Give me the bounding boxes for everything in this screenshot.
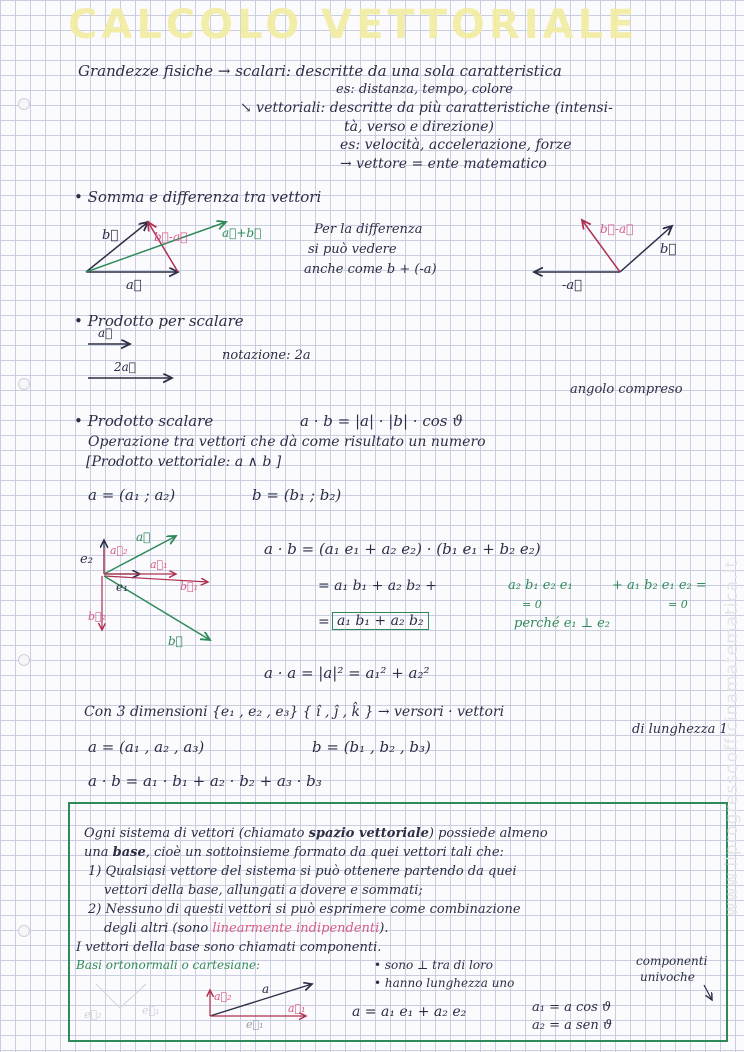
difference-note-2: si può vedere	[308, 242, 397, 257]
calc-zero-2: = 0	[668, 598, 688, 611]
grandezze-line-6: → vettore = ente matematico	[340, 156, 547, 172]
base-a1: a⃗₁	[288, 1002, 306, 1015]
scalar-label-a: a⃗	[98, 326, 113, 340]
scalare-line-1: Operazione tra vettori che dà come risultato un numero	[88, 434, 486, 450]
scalar-label-2a: 2a⃗	[114, 360, 136, 374]
calc-perche: perché e₁ ⊥ e₂	[514, 616, 611, 631]
base-formula: a = a₁ e₁ + a₂ e₂	[352, 1004, 467, 1020]
calc-zero-1: = 0	[522, 598, 542, 611]
grandezze-line-5: es: velocità, accelerazione, forze	[340, 137, 572, 153]
univoche-label: univoche	[640, 970, 695, 984]
box-line-9: • hanno lunghezza uno	[374, 976, 515, 990]
tre-dim-product: a · b = a₁ · b₁ + a₂ · b₂ + a₃ · b₃	[88, 772, 322, 790]
box-line-3: 1) Qualsiasi vettore del sistema si può ottenere partendo da quei	[88, 864, 517, 879]
label-minus-a: -a⃗	[562, 278, 582, 293]
difference-note-3: anche come b + (-a)	[304, 262, 437, 277]
box-line-7: I vettori della base sono chiamati componenti.	[76, 940, 382, 955]
tre-dim-bvec: b = (b₁ , b₂ , b₃)	[312, 738, 431, 756]
dot-product-formula: a · b = |a| · |b| · cos ϑ	[300, 412, 463, 430]
vector-a-components: a = (a₁ ; a₂)	[88, 486, 176, 504]
diag-b1: b⃗₁	[180, 580, 199, 593]
linearmente-indipendenti-term: linearmente indipendenti	[212, 921, 380, 936]
prodotto-scalare-heading: • Prodotto per scalare	[74, 312, 244, 330]
angolo-compreso: angolo compreso	[570, 382, 683, 397]
watermark: www.ilprogressoofficinamatematica.it	[722, 560, 742, 917]
somma-heading: • Somma e differenza tra vettori	[74, 188, 322, 206]
page-title: CALCOLO VETTORIALE	[68, 2, 639, 48]
box-line-8b: • sono ⊥ tra di loro	[374, 958, 494, 972]
system-line-1: a₁ = a cos ϑ	[532, 1000, 612, 1015]
box-line-5: 2) Nessuno di questi vettori si può esprimere come combinazione	[88, 902, 521, 917]
label-b-minus-a: b⃗-a⃗	[154, 230, 188, 244]
notazione: notazione: 2a	[222, 348, 311, 363]
calc-line-2a: = a₁ b₁ + a₂ b₂ +	[318, 578, 437, 594]
componenti-label: componenti	[636, 954, 708, 968]
diag-a2: a⃗₂	[110, 544, 128, 557]
calc-line-4: a · a = |a|² = a₁² + a₂²	[264, 664, 430, 682]
calc-line-3-pre: =	[318, 614, 330, 630]
prodotto-scalare-title: • Prodotto scalare	[74, 412, 214, 430]
label-b-right: b⃗	[660, 242, 677, 257]
diag-e1: e₁	[116, 580, 128, 594]
box-line-8a: Basi ortonormali o cartesiane:	[76, 958, 261, 972]
diag-b2: b⃗₂	[88, 610, 107, 623]
tre-dim-line-2: di lunghezza 1	[632, 722, 728, 737]
spazio-vettoriale-term: spazio vettoriale	[308, 826, 429, 841]
diag-a: a⃗	[136, 530, 151, 544]
base-a: a	[262, 982, 270, 996]
system-line-2: a₂ = a sen ϑ	[532, 1018, 613, 1033]
base-e1: e⃗₁	[246, 1018, 264, 1031]
diag-a1: a⃗₁	[150, 558, 168, 571]
tre-dim-line-1: Con 3 dimensioni {e₁ , e₂ , e₃} { î , ĵ , k̂ } → versori · vettori	[84, 704, 505, 720]
diag-b: b⃗	[168, 634, 183, 648]
calc-line-2c: + a₁ b₂ e₁ e₂ =	[612, 578, 707, 593]
base-term: base	[112, 845, 146, 860]
label-b: b⃗	[102, 228, 119, 243]
box-line-2: una base, cioè un sottoinsieme formato da quei vettori tali che:	[84, 845, 504, 860]
calc-line-1: a · b = (a₁ e₁ + a₂ e₂) · (b₁ e₁ + b₂ e₂)	[264, 540, 541, 558]
calc-line-3-result: a₁ b₁ + a₂ b₂	[332, 612, 429, 630]
difference-note-1: Per la differenza	[314, 222, 423, 237]
scalare-line-2: [Prodotto vettoriale: a ∧ b ]	[86, 454, 282, 470]
grandezze-line-1: Grandezze fisiche → scalari: descritte da una sola caratteristica	[78, 62, 562, 80]
vector-b-components: b = (b₁ ; b₂)	[252, 486, 342, 504]
grandezze-line-4: tà, verso e direzione)	[344, 119, 495, 135]
grandezze-line-2: es: distanza, tempo, colore	[336, 82, 513, 97]
box-line-6: degli altri (sono linearmente indipendenti).	[104, 921, 389, 936]
tre-dim-avec: a = (a₁ , a₂ , a₃)	[88, 738, 205, 756]
grey-e2: e⃗₂	[84, 1008, 102, 1021]
box-line-1: Ogni sistema di vettori (chiamato spazio vettoriale) possiede almeno	[84, 826, 548, 841]
calc-line-2b: a₂ b₁ e₂ e₁	[508, 578, 573, 593]
label-a: a⃗	[126, 278, 142, 293]
label-b-minus-a-right: b⃗-a⃗	[600, 222, 634, 236]
grey-e1: e⃗₁	[142, 1004, 160, 1017]
grandezze-line-3: ↘ vettoriali: descritte da più caratteristiche (intensi-	[240, 100, 613, 116]
base-a2: a⃗₂	[214, 990, 232, 1003]
box-line-4: vettori della base, allungati a dovere e sommati;	[104, 883, 423, 898]
label-a-plus-b: a⃗+b⃗	[222, 226, 262, 240]
diag-e2: e₂	[80, 552, 93, 567]
